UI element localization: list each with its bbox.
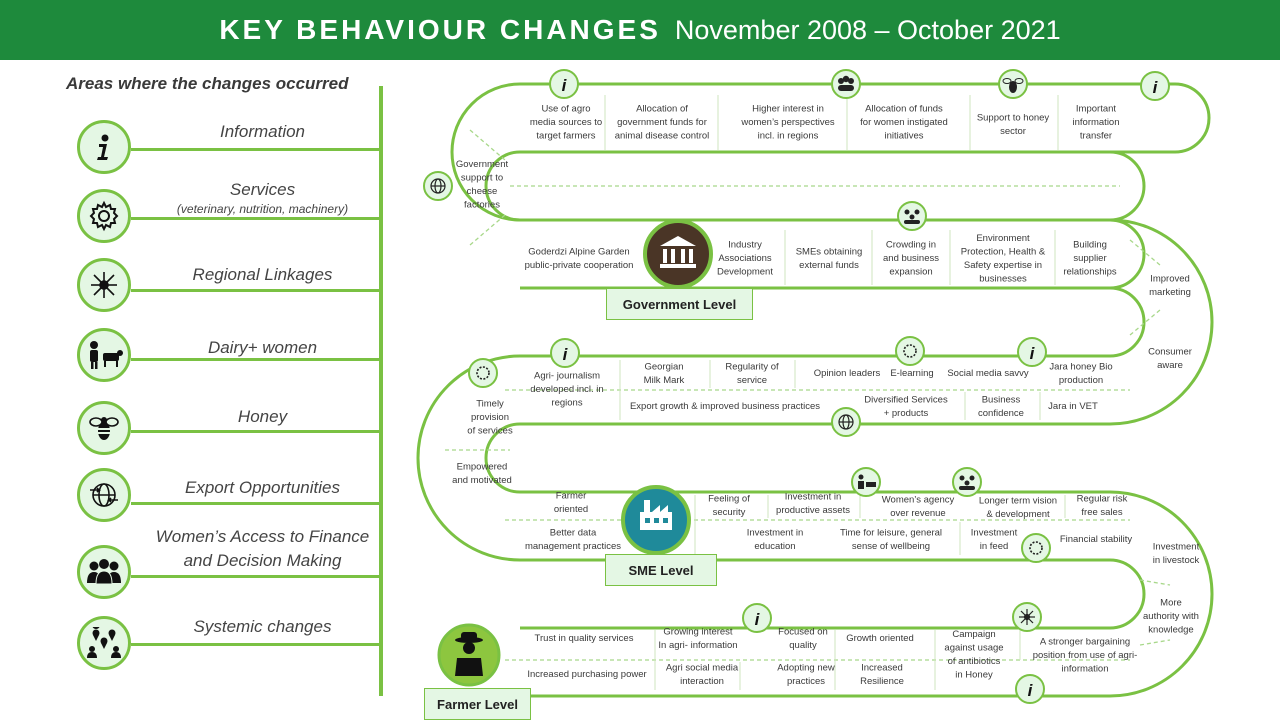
area-label-export: Export Opportunities [185, 478, 340, 497]
svg-text:i: i [754, 610, 760, 629]
area-label-dairy: Dairy+ women [207, 338, 318, 357]
row2-label-2: SMEs obtaining external funds [795, 246, 863, 271]
row1-left-turn-label: Government support to cheese factories [455, 158, 509, 211]
row4-top-label-4: Longer term vision & development [978, 495, 1058, 520]
row2-label-1: Industry Associations Development [717, 239, 773, 278]
row2-label-0: Goderdzi Alpine Garden public-private cooperation [524, 246, 634, 271]
row3-top-label-0: Agri- journalism developed incl. in regions [530, 370, 604, 409]
page-title: KEY BEHAVIOUR CHANGES [219, 14, 661, 45]
area-label-information: Information [219, 122, 306, 141]
page-dates: November 2008 – October 2021 [674, 14, 1061, 45]
government-level-label: Government Level [606, 288, 753, 320]
row1-label-0: Use of agro media sources to target farmers [529, 103, 603, 142]
row5-top-label-3: Growth oriented [846, 633, 914, 644]
row5-bottom-label-3: Increased Resilience [860, 662, 904, 687]
row1-label-5: Important information transfer [1072, 103, 1120, 142]
path-info-glyph-1: i [561, 76, 567, 95]
row2-label-4: Environment Protection, Health & Safety expertise in businesses [960, 232, 1046, 285]
sme-level-label: SME Level [605, 554, 717, 586]
row3-top-label-6: Jara honey Bio production [1049, 361, 1113, 386]
row5-top-label-5: A stronger bargaining position from use of agri-information [1032, 636, 1138, 675]
row2-right-turn-label-1: Consumer aware [1148, 346, 1192, 371]
row4-bottom-label-4: Financial stability [1059, 534, 1133, 545]
row2-label-5: Building supplier relationships [1063, 239, 1117, 278]
row3-top-label-2: Regularity of service [725, 361, 779, 386]
row4-bottom-label-2: Time for leisure, general sense of wellbeing [839, 527, 943, 552]
row5-bottom-label-1: Agri social media interaction [665, 662, 739, 687]
row3-bottom-label-0: Export growth & improved business practices [629, 401, 821, 412]
row3-top-label-1: Georgian Milk Mark [643, 361, 685, 386]
svg-text:i: i [562, 345, 568, 364]
svg-text:i: i [1027, 681, 1033, 700]
row4-bottom-label-0: Better data management practices [524, 527, 622, 552]
area-sublabel-services: (veterinary, nutrition, machinery) [176, 202, 349, 216]
row5-top-label-0: Trust in quality services [534, 633, 634, 644]
row4-top-label-1: Feeling of security [708, 493, 750, 518]
row4-bottom-label-1: Investment in education [746, 527, 804, 552]
row3-left-turn-label-0: Timely provision of services [467, 398, 513, 437]
row5-top-label-2: Focused on quality [778, 626, 828, 651]
row5-bottom-label-0: Increased purchasing power [527, 669, 647, 680]
row4-right-turn-label-0: Investment in livestock [1152, 541, 1200, 566]
row4-top-label-5: Regular risk free sales [1076, 493, 1128, 518]
area-label-honey: Honey [237, 407, 288, 426]
row3-left-turn-label-1: Empowered and motivated [452, 461, 512, 486]
row3-top-label-5: Social media savvy [947, 368, 1029, 379]
area-label-regional: Regional Linkages [192, 265, 333, 284]
area-label-systemic: Systemic changes [193, 617, 332, 636]
area-label-women-line2: and Decision Making [183, 551, 342, 570]
row3-bottom-label-2: Business confidence [978, 394, 1024, 419]
row3-bottom-label-1: Diversified Services + products [864, 394, 948, 419]
row1-label-1: Allocation of government funds for animal disease control [614, 103, 710, 142]
svg-text:i: i [1029, 344, 1035, 363]
row5-top-label-1: Growing interest In agri- information [658, 626, 738, 651]
row2-label-3: Crowding in and business expansion [883, 239, 939, 278]
row3-bottom-label-3: Jara in VET [1048, 401, 1098, 412]
row1-label-2: Higher interest in women’s perspectives incl. in regions [741, 103, 835, 142]
row2-right-turn-label-0: Improved marketing [1149, 273, 1191, 298]
area-label-women-line1: Women’s Access to Finance [155, 527, 370, 546]
area-label-services: Services [229, 180, 296, 199]
svg-text:i: i [1152, 78, 1158, 97]
row4-top-label-0: Farmer oriented [553, 490, 589, 515]
row3-top-label-4: E-learning [890, 368, 934, 379]
row4-bottom-label-3: Investment in feed [970, 527, 1018, 552]
row3-top-label-3: Opinion leaders [813, 368, 881, 379]
areas-title: Areas where the changes occurred [66, 74, 349, 93]
row1-label-3: Allocation of funds for women instigated initiatives [860, 103, 948, 142]
farmer-level-label: Farmer Level [424, 688, 531, 720]
row4-right-turn-label-1: More authority with knowledge [1143, 597, 1199, 636]
row5-bottom-label-2: Adopting new practices [777, 662, 835, 687]
row1-label-4: Support to honey sector [976, 112, 1050, 137]
row4-top-label-2: Investment in productive assets [776, 491, 850, 516]
row4-top-label-3: Women’s agency over revenue [881, 494, 955, 519]
row5-top-label-4: Campaign against usage of antibiotics in Honey [944, 628, 1004, 681]
